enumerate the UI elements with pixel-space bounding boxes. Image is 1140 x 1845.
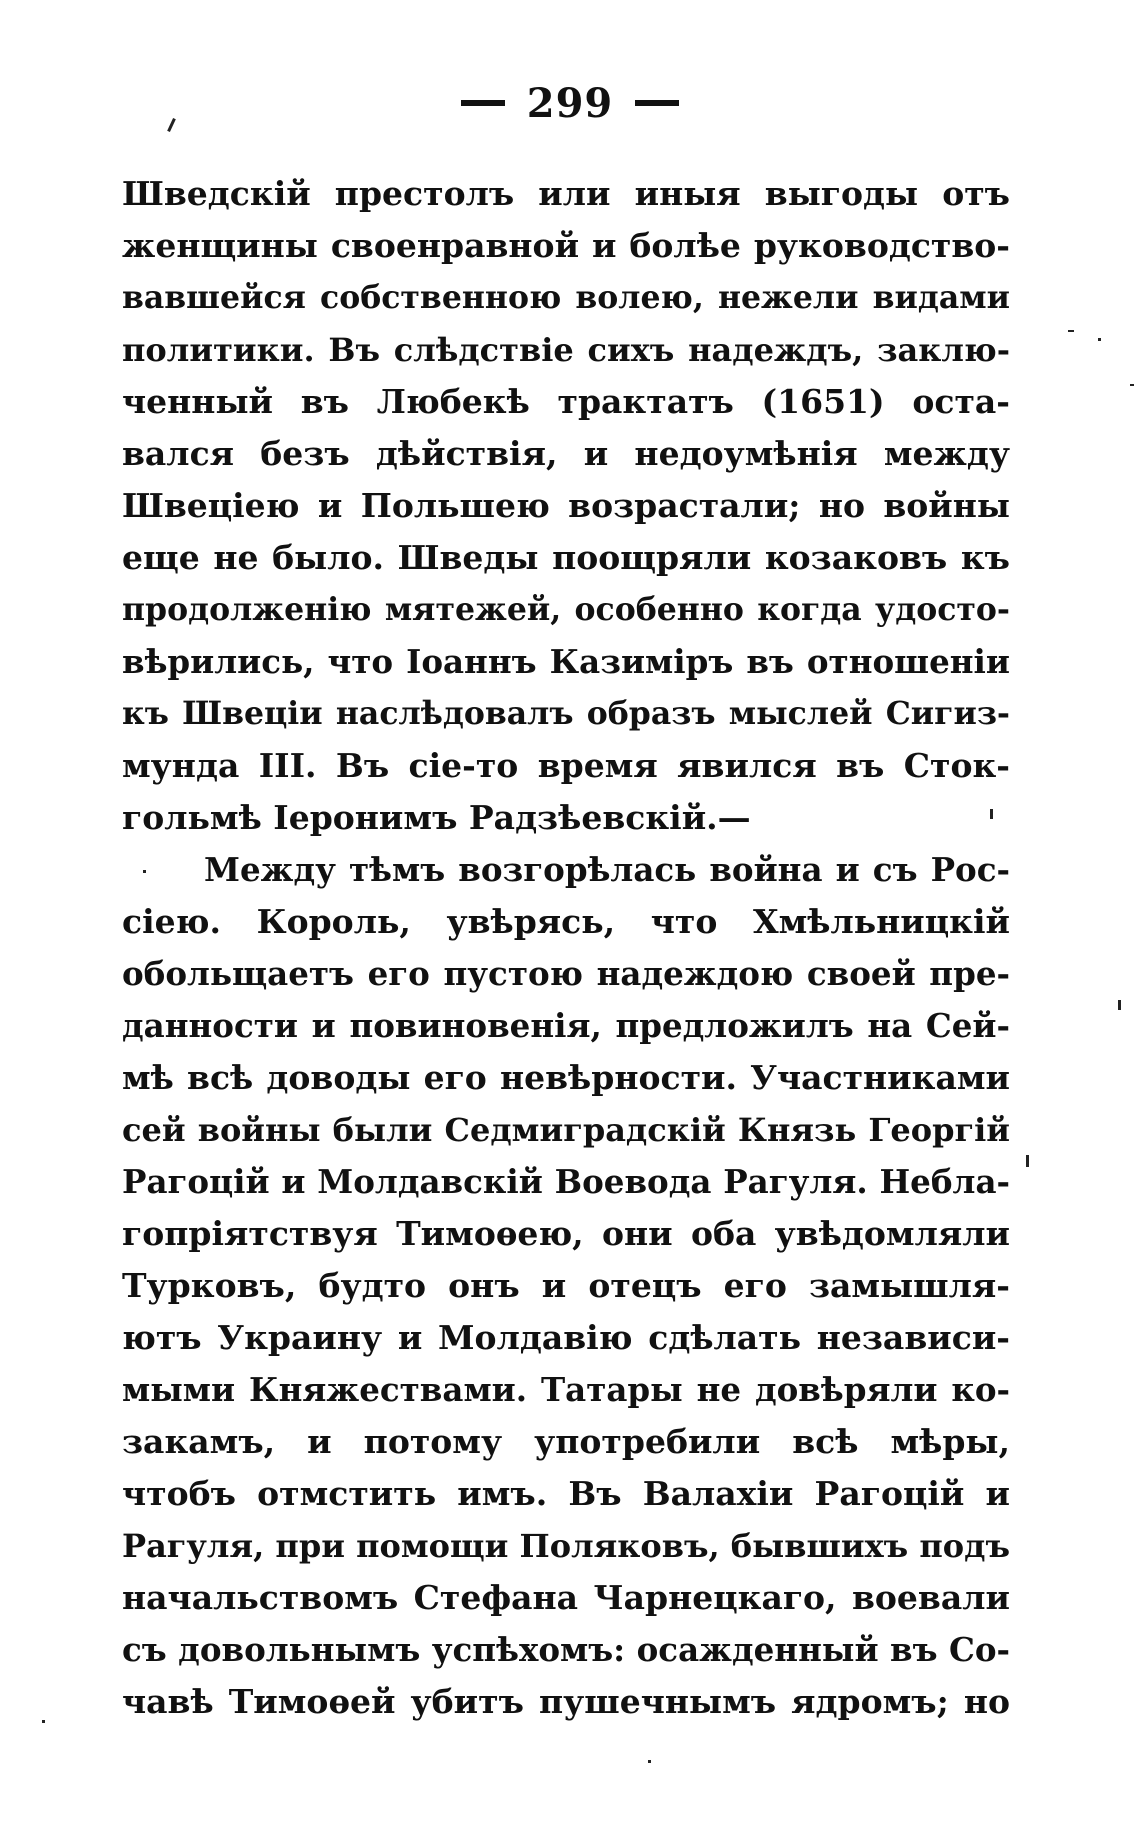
text-line: Швеціею и Польшею возрастали; но войны xyxy=(122,486,1010,525)
text-line: мѣ всѣ доводы его невѣрности. Участниками xyxy=(122,1058,1010,1097)
text-line: мыми Княжествами. Татары не довѣряли ко- xyxy=(122,1370,1010,1409)
text-line: Рагуля, при помощи Поляковъ, бывшихъ подъ xyxy=(122,1527,1010,1565)
header-dash-right xyxy=(635,100,679,106)
text-line: продолженію мятежей, особенно когда удосто- xyxy=(122,591,1010,628)
scan-speck xyxy=(42,1720,45,1723)
text-line: чавѣ Тимоѳей убитъ пушечнымъ ядромъ; но xyxy=(122,1682,1010,1721)
scan-speck xyxy=(1118,1000,1121,1010)
scan-speck xyxy=(1026,1155,1029,1167)
text-line: вавшейся собственною волею, нежели видами xyxy=(122,279,1010,316)
scan-speck xyxy=(143,870,146,873)
scan-speck xyxy=(1068,330,1074,332)
text-line: мунда III. Въ сіе-то время явился въ Стoк- xyxy=(122,746,1010,785)
text-line: данности и повиновенія, предложилъ на Сей- xyxy=(122,1006,1010,1045)
text-line-paragraph-end: гольмѣ Іеронимъ Радзѣевскій.— xyxy=(122,798,751,837)
text-line: еще не было. Шведы поощряли козаковъ къ xyxy=(122,538,1010,577)
text-line: Турковъ, будто онъ и отецъ его замышля- xyxy=(122,1266,1010,1305)
text-line: сей войны были Седмиградскій Князь Георгій xyxy=(122,1111,1010,1149)
scan-speck xyxy=(1130,384,1134,386)
body-text xyxy=(122,168,1010,1728)
text-line: къ Швеціи наслѣдовалъ образъ мыслей Сигиз- xyxy=(122,695,1010,732)
text-line: Рагоцій и Молдавскій Воевода Рагуля. Небла- xyxy=(122,1162,1010,1201)
text-line: женщины своенравной и болѣе руководство- xyxy=(122,226,1010,265)
text-line: Шведскій престолъ или иныя выгоды отъ xyxy=(122,174,1010,213)
scan-speck xyxy=(648,1760,651,1763)
text-line-paragraph-start: Между тѣмъ возгорѣлась война и съ Рос- xyxy=(204,850,1010,889)
text-line: ютъ Украину и Молдавію сдѣлать независи- xyxy=(122,1318,1010,1357)
text-line: съ довольнымъ успѣхомъ: осажденный въ Со- xyxy=(122,1630,1010,1669)
text-line: политики. Въ слѣдствіе сихъ надеждъ, заклю- xyxy=(122,331,1010,369)
text-line: начальствомъ Стефана Чарнецкаго, воевали xyxy=(122,1578,1010,1617)
text-line: вѣрились, что Іоаннъ Казиміръ въ отношеніи xyxy=(122,642,1010,681)
text-line: закамъ, и потому употребили всѣ мѣры, xyxy=(122,1422,1010,1461)
text-line: вался безъ дѣйствія, и недоумѣнія между xyxy=(122,434,1010,473)
text-line: гопріятствуя Тимоѳею, они оба увѣдомляли xyxy=(122,1214,1010,1253)
page-number: 299 xyxy=(526,80,614,127)
text-line: чтобъ отмстить имъ. Въ Валахіи Рагоцій и xyxy=(122,1474,1010,1513)
text-line: обольщаетъ его пустою надеждою своей пре- xyxy=(122,954,1010,993)
header-dash-left xyxy=(461,100,505,106)
scan-speck xyxy=(1098,338,1101,341)
text-line: сіею. Король, увѣрясь, что Хмѣльницкій xyxy=(122,902,1010,941)
scan-speck xyxy=(990,809,993,819)
text-line: ченный въ Любекѣ трактатъ (1651) остa- xyxy=(122,382,1010,421)
